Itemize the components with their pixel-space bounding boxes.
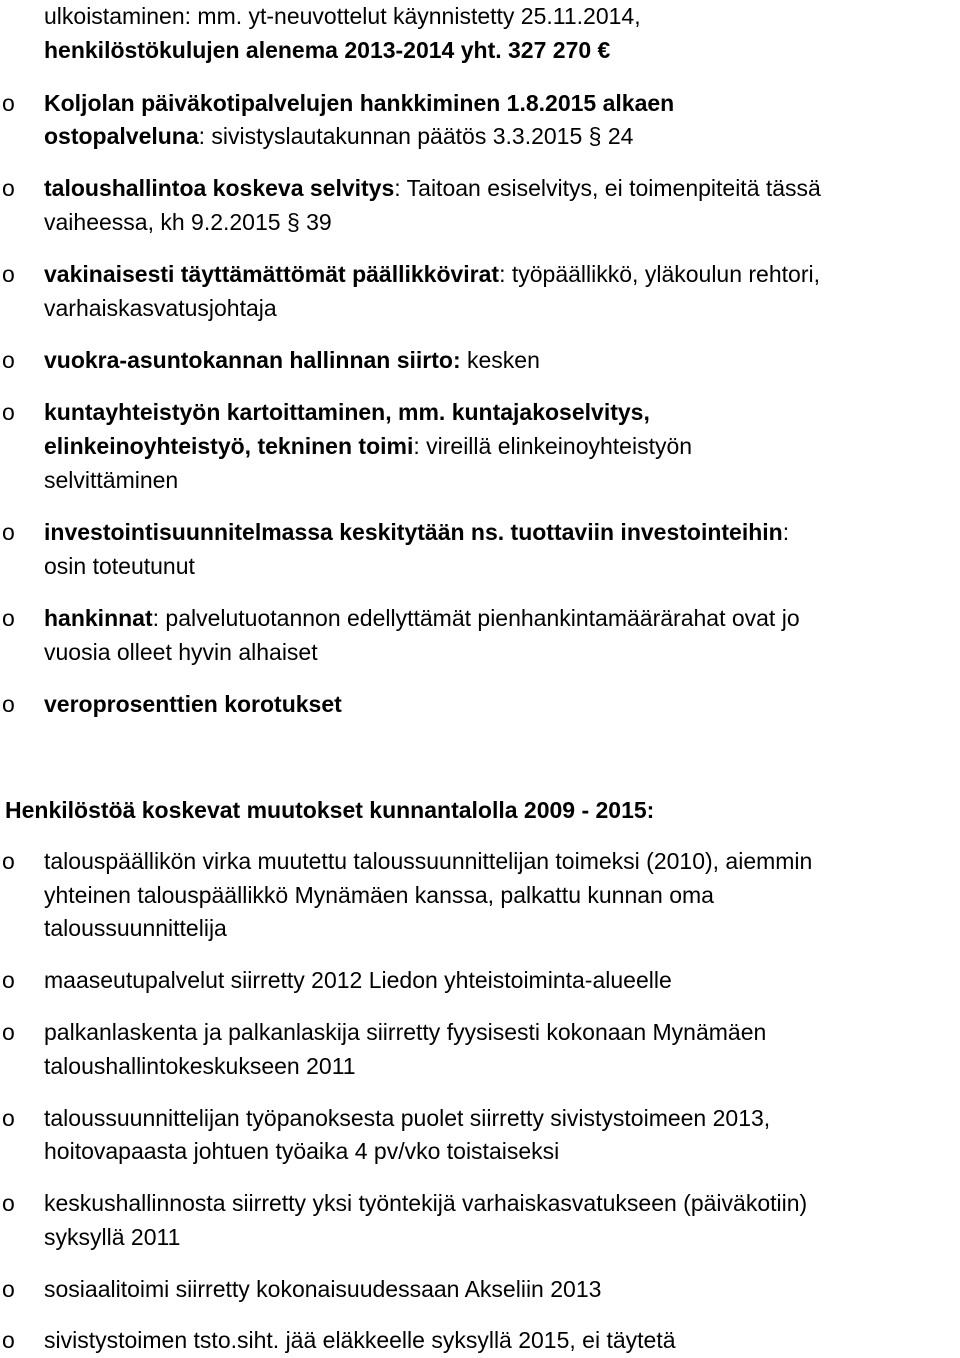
list-bullet: o <box>2 1190 15 1216</box>
list-bullet: o <box>2 519 15 545</box>
list-bullet: o <box>2 605 15 631</box>
list-item-line: taloushallintoa koskeva selvitys: Taitoan esiselvitys, ei toimenpiteitä tässä <box>44 175 821 201</box>
list-item-line: palkanlaskenta ja palkanlaskija siirretty fyysisesti kokonaan Mynämäen <box>44 1019 767 1045</box>
list-item-line: henkilöstökulujen alenema 2013-2014 yht. 327 270 € <box>44 37 611 63</box>
list-item-line: ostopalveluna: sivistyslautakunnan päätös 3.3.2015 § 24 <box>44 123 634 149</box>
list-item-line: taloushallintokeskukseen 2011 <box>44 1053 356 1079</box>
list-item-line: Koljolan päiväkotipalvelujen hankkiminen 1.8.2015 alkaen <box>44 90 675 116</box>
list-item-line: vuosia olleet hyvin alhaiset <box>44 639 318 665</box>
list-item-line: taloussuunnittelija <box>44 915 227 941</box>
list-bullet: o <box>2 1327 15 1353</box>
list-item-line: vakinaisesti täyttämättömät päällikkövirat: työpäällikkö, yläkoulun rehtori, <box>44 261 820 287</box>
list-item-line: talouspäällikön virka muutettu taloussuunnittelijan toimeksi (2010), aiemmin <box>44 848 813 874</box>
list-item-line: hoitovapaasta johtuen työaika 4 pv/vko toistaiseksi <box>44 1138 560 1164</box>
list-bullet: o <box>2 347 15 373</box>
list-item-line: ulkoistaminen: mm. yt-neuvottelut käynnistetty 25.11.2014, <box>44 3 641 29</box>
list-bullet: o <box>2 175 15 201</box>
list-bullet: o <box>2 90 15 116</box>
list-item-line: osin toteutunut <box>44 553 195 579</box>
list-bullet: o <box>2 691 15 717</box>
list-item-line: taloussuunnittelijan työpanoksesta puolet siirretty sivistystoimeen 2013, <box>44 1105 771 1131</box>
list-item-line: maaseutupalvelut siirretty 2012 Liedon yhteistoiminta-alueelle <box>44 967 672 993</box>
list-item-line: sosiaalitoimi siirretty kokonaisuudessaan Akseliin 2013 <box>44 1276 602 1302</box>
list-item-line: sivistystoimen tsto.siht. jää eläkkeelle syksyllä 2015, ei täytetä <box>44 1327 676 1353</box>
list-bullet: o <box>2 848 15 874</box>
list-item-line: hankinnat: palvelutuotannon edellyttämät pienhankintamäärärahat ovat jo <box>44 605 800 631</box>
list-item-line: kuntayhteistyön kartoittaminen, mm. kuntajakoselvitys, <box>44 399 650 425</box>
list-bullet: o <box>2 399 15 425</box>
list-bullet: o <box>2 1276 15 1302</box>
list-item-line: vaiheessa, kh 9.2.2015 § 39 <box>44 209 332 235</box>
list-item-line: elinkeinoyhteistyö, tekninen toimi: vireillä elinkeinoyhteistyön <box>44 433 693 459</box>
list-item-line: selvittäminen <box>44 467 179 493</box>
list-item-line: keskushallinnosta siirretty yksi työntekijä varhaiskasvatukseen (päiväkotiin) <box>44 1190 808 1216</box>
section-heading: Henkilöstöä koskevat muutokset kunnantalolla 2009 - 2015: <box>5 797 655 823</box>
list-item-line: veroprosenttien korotukset <box>44 691 342 717</box>
list-item-line: investointisuunnitelmassa keskitytään ns. tuottaviin investointeihin: <box>44 519 790 545</box>
list-bullet: o <box>2 1105 15 1131</box>
list-bullet: o <box>2 967 15 993</box>
list-item-line: vuokra-asuntokannan hallinnan siirto: kesken <box>44 347 540 373</box>
list-item-line: yhteinen talouspäällikkö Mynämäen kanssa, palkattu kunnan oma <box>44 882 714 908</box>
list-bullet: o <box>2 1019 15 1045</box>
list-bullet: o <box>2 261 15 287</box>
list-item-line: syksyllä 2011 <box>44 1224 181 1250</box>
list-item-line: varhaiskasvatusjohtaja <box>44 295 277 321</box>
